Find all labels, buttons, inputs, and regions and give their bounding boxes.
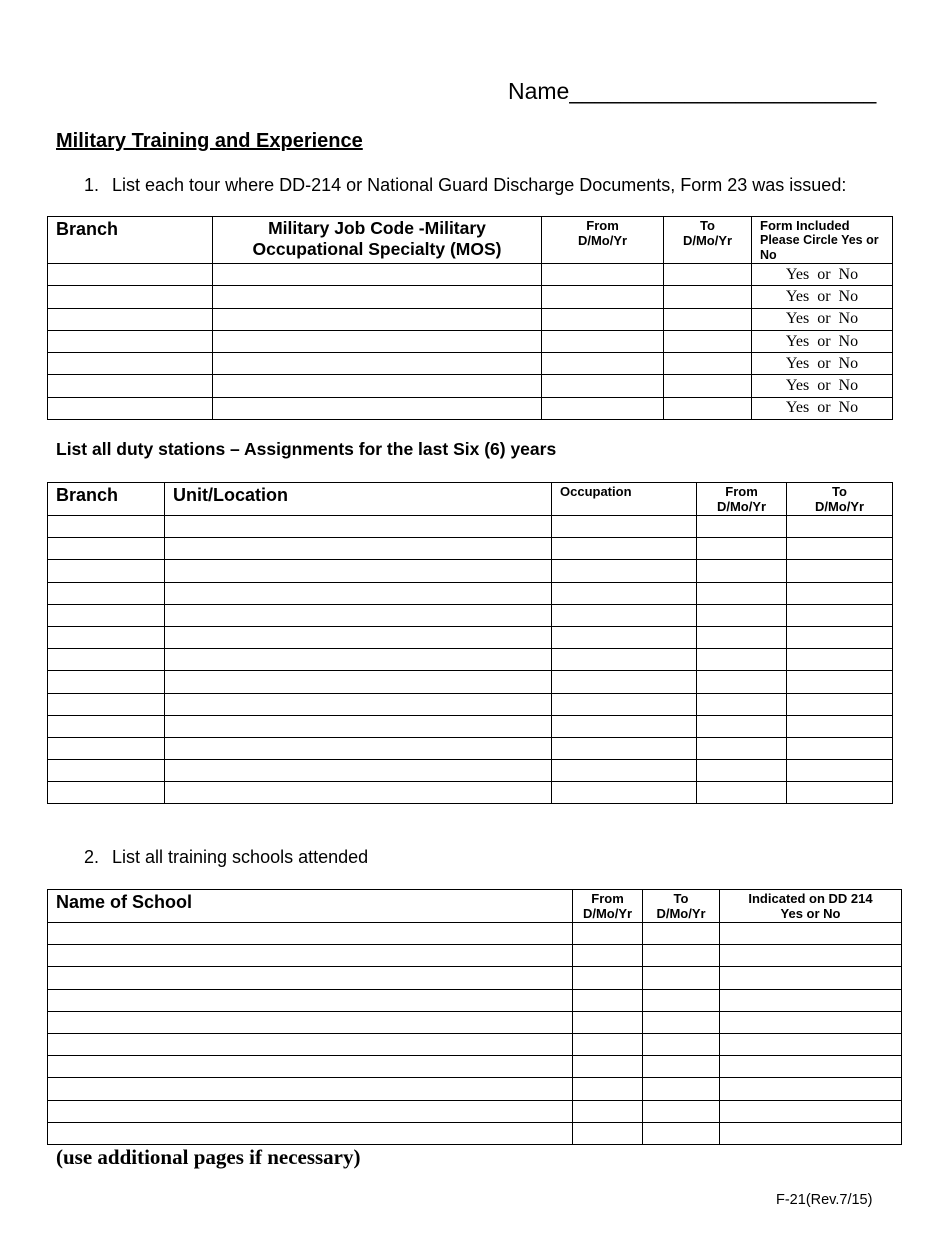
tour-row (48, 375, 893, 397)
mos-cell[interactable] (213, 397, 542, 419)
col-form-line2: Please Circle Yes or No (760, 233, 879, 262)
branch-cell[interactable] (48, 693, 165, 715)
from-cell[interactable] (697, 693, 787, 715)
to-cell[interactable] (643, 945, 720, 967)
to-cell[interactable] (787, 782, 893, 804)
col-from-line2: D/Mo/Yr (582, 906, 633, 921)
form-included-choice[interactable]: Yes or No (752, 397, 893, 419)
duty-row (48, 671, 893, 693)
col-name-of-school: Name of School (48, 890, 573, 923)
school-cell[interactable] (48, 1033, 573, 1055)
to-cell[interactable] (643, 967, 720, 989)
col-occupation: Occupation (552, 483, 697, 516)
duty-stations-table (47, 482, 893, 804)
school-cell[interactable] (48, 1100, 573, 1122)
tour-row (48, 353, 893, 375)
col-to-line2: D/Mo/Yr (682, 233, 733, 248)
occupation-cell[interactable] (552, 516, 697, 538)
branch-cell[interactable] (48, 308, 213, 330)
occupation-cell[interactable] (552, 626, 697, 648)
occupation-cell[interactable] (552, 582, 697, 604)
col-from-line1: From (586, 218, 619, 233)
to-cell[interactable] (787, 715, 893, 737)
to-cell[interactable] (787, 693, 893, 715)
col-from-line1: From (591, 891, 624, 906)
branch-cell[interactable] (48, 760, 165, 782)
to-cell[interactable] (664, 286, 752, 308)
school-row (48, 989, 902, 1011)
col-mos-line1: Military Job Code -Military (268, 218, 486, 238)
form-included-choice[interactable]: Yes or No (752, 353, 893, 375)
duty-row (48, 760, 893, 782)
from-cell[interactable] (573, 1122, 643, 1144)
school-cell[interactable] (48, 1056, 573, 1078)
duty-row (48, 516, 893, 538)
occupation-cell[interactable] (552, 715, 697, 737)
from-cell[interactable] (573, 1056, 643, 1078)
tour-row (48, 330, 893, 352)
mos-cell[interactable] (213, 375, 542, 397)
dd214-cell[interactable] (720, 1078, 902, 1100)
from-cell[interactable] (573, 1011, 643, 1033)
from-cell[interactable] (542, 286, 664, 308)
to-cell[interactable] (787, 737, 893, 759)
to-cell[interactable] (643, 1122, 720, 1144)
branch-cell[interactable] (48, 582, 165, 604)
duty-row (48, 693, 893, 715)
duty-row (48, 560, 893, 582)
occupation-cell[interactable] (552, 538, 697, 560)
branch-cell[interactable] (48, 516, 165, 538)
from-cell[interactable] (697, 516, 787, 538)
from-cell[interactable] (573, 1100, 643, 1122)
from-cell[interactable] (697, 760, 787, 782)
duty-header-row (48, 483, 893, 516)
form-id: F-21(Rev.7/15) (776, 1192, 873, 1208)
school-row (48, 1100, 902, 1122)
unit-cell[interactable] (165, 516, 552, 538)
to-cell[interactable] (787, 516, 893, 538)
dd214-cell[interactable] (720, 1100, 902, 1122)
branch-cell[interactable] (48, 649, 165, 671)
branch-cell[interactable] (48, 286, 213, 308)
to-cell[interactable] (787, 671, 893, 693)
section1-text: List each tour where DD-214 or National Guard Discharge Documents, Form 23 was issued: (112, 175, 847, 195)
occupation-cell[interactable] (552, 782, 697, 804)
col-to-line1: To (832, 484, 847, 499)
branch-cell[interactable] (48, 330, 213, 352)
to-cell[interactable] (643, 1100, 720, 1122)
to-cell[interactable] (787, 582, 893, 604)
col-branch: Branch (48, 217, 213, 264)
to-cell[interactable] (664, 330, 752, 352)
tours-table (47, 216, 893, 420)
form-included-choice[interactable]: Yes or No (752, 264, 893, 286)
to-cell[interactable] (664, 397, 752, 419)
from-cell[interactable] (542, 375, 664, 397)
occupation-cell[interactable] (552, 737, 697, 759)
school-cell[interactable] (48, 989, 573, 1011)
duty-row (48, 538, 893, 560)
col-branch: Branch (48, 483, 165, 516)
dd214-cell[interactable] (720, 1011, 902, 1033)
col-indicated-dd214 (720, 890, 902, 923)
from-cell[interactable] (697, 737, 787, 759)
to-cell[interactable] (787, 604, 893, 626)
from-cell[interactable] (542, 353, 664, 375)
col-form-line1: Form Included (760, 218, 850, 233)
from-cell[interactable] (697, 560, 787, 582)
duty-row (48, 737, 893, 759)
duty-row (48, 649, 893, 671)
school-cell[interactable] (48, 967, 573, 989)
branch-cell[interactable] (48, 353, 213, 375)
duty-row (48, 626, 893, 648)
unit-cell[interactable] (165, 604, 552, 626)
tour-row (48, 397, 893, 419)
occupation-cell[interactable] (552, 604, 697, 626)
school-cell[interactable] (48, 945, 573, 967)
duty-row (48, 782, 893, 804)
to-cell[interactable] (664, 375, 752, 397)
col-from (697, 483, 787, 516)
mos-cell[interactable] (213, 264, 542, 286)
section2-number: 2. (84, 847, 100, 867)
from-cell[interactable] (542, 330, 664, 352)
duty-row (48, 582, 893, 604)
dd214-cell[interactable] (720, 989, 902, 1011)
tour-row (48, 286, 893, 308)
form-included-choice[interactable]: Yes or No (752, 375, 893, 397)
section2-text: List all training schools attended (112, 847, 369, 867)
section1-number: 1. (84, 175, 100, 195)
occupation-cell[interactable] (552, 649, 697, 671)
section1-instruction (84, 175, 846, 196)
col-dd214-line2: Yes or No (780, 906, 841, 921)
school-row (48, 1011, 902, 1033)
from-cell[interactable] (697, 604, 787, 626)
school-row (48, 1122, 902, 1144)
school-row (48, 945, 902, 967)
from-cell[interactable] (697, 715, 787, 737)
occupation-cell[interactable] (552, 671, 697, 693)
to-cell[interactable] (664, 308, 752, 330)
branch-cell[interactable] (48, 375, 213, 397)
col-to-line1: To (673, 891, 689, 906)
col-from-line2: D/Mo/Yr (577, 233, 628, 248)
branch-cell[interactable] (48, 397, 213, 419)
col-from-line2: D/Mo/Yr (716, 499, 767, 514)
from-cell[interactable] (573, 1078, 643, 1100)
from-cell[interactable] (697, 626, 787, 648)
section2-instruction (84, 847, 368, 868)
branch-cell[interactable] (48, 715, 165, 737)
col-from (542, 217, 664, 264)
occupation-cell[interactable] (552, 560, 697, 582)
duty-row (48, 604, 893, 626)
from-cell[interactable] (573, 923, 643, 945)
unit-cell[interactable] (165, 782, 552, 804)
from-cell[interactable] (697, 538, 787, 560)
to-cell[interactable] (643, 1011, 720, 1033)
branch-cell[interactable] (48, 737, 165, 759)
to-cell[interactable] (643, 1078, 720, 1100)
occupation-cell[interactable] (552, 760, 697, 782)
to-cell[interactable] (664, 264, 752, 286)
to-cell[interactable] (787, 760, 893, 782)
col-to (664, 217, 752, 264)
school-cell[interactable] (48, 923, 573, 945)
col-unit-location: Unit/Location (165, 483, 552, 516)
col-from (573, 890, 643, 923)
to-cell[interactable] (787, 560, 893, 582)
school-row (48, 1033, 902, 1055)
schools-header-row (48, 890, 902, 923)
from-cell[interactable] (697, 671, 787, 693)
mos-cell[interactable] (213, 330, 542, 352)
from-cell[interactable] (573, 1033, 643, 1055)
col-mos-line2: Occupational Specialty (MOS) (252, 239, 502, 259)
school-row (48, 923, 902, 945)
branch-cell[interactable] (48, 538, 165, 560)
unit-cell[interactable] (165, 760, 552, 782)
to-cell[interactable] (643, 1056, 720, 1078)
school-row (48, 967, 902, 989)
unit-cell[interactable] (165, 538, 552, 560)
from-cell[interactable] (573, 967, 643, 989)
unit-cell[interactable] (165, 582, 552, 604)
branch-cell[interactable] (48, 626, 165, 648)
duty-row (48, 715, 893, 737)
col-from-line1: From (725, 484, 758, 499)
dd214-cell[interactable] (720, 945, 902, 967)
branch-cell[interactable] (48, 782, 165, 804)
mos-cell[interactable] (213, 353, 542, 375)
col-to-line2: D/Mo/Yr (814, 499, 865, 514)
tour-row (48, 264, 893, 286)
mos-cell[interactable] (213, 286, 542, 308)
training-schools-table (47, 889, 902, 1145)
duty-stations-heading: List all duty stations – Assignments for the last Six (6) years (56, 439, 557, 459)
from-cell[interactable] (697, 649, 787, 671)
col-dd214-line1: Indicated on DD 214 (748, 891, 873, 906)
dd214-cell[interactable] (720, 967, 902, 989)
col-to (787, 483, 893, 516)
to-cell[interactable] (787, 538, 893, 560)
col-to-line2: D/Mo/Yr (656, 906, 706, 921)
unit-cell[interactable] (165, 626, 552, 648)
from-cell[interactable] (573, 945, 643, 967)
from-cell[interactable] (573, 989, 643, 1011)
form-included-choice[interactable]: Yes or No (752, 330, 893, 352)
to-cell[interactable] (643, 1033, 720, 1055)
to-cell[interactable] (643, 923, 720, 945)
footer-note: (use additional pages if necessary) (56, 1145, 361, 1169)
from-cell[interactable] (697, 582, 787, 604)
tours-header-row (48, 217, 893, 264)
occupation-cell[interactable] (552, 693, 697, 715)
col-mos (213, 217, 542, 264)
col-to-line1: To (700, 218, 715, 233)
from-cell[interactable] (542, 264, 664, 286)
branch-cell[interactable] (48, 604, 165, 626)
dd214-cell[interactable] (720, 1033, 902, 1055)
school-row (48, 1056, 902, 1078)
dd214-cell[interactable] (720, 1122, 902, 1144)
unit-cell[interactable] (165, 560, 552, 582)
to-cell[interactable] (787, 649, 893, 671)
to-cell[interactable] (787, 626, 893, 648)
unit-cell[interactable] (165, 715, 552, 737)
school-cell[interactable] (48, 1078, 573, 1100)
from-cell[interactable] (542, 308, 664, 330)
branch-cell[interactable] (48, 560, 165, 582)
branch-cell[interactable] (48, 671, 165, 693)
tour-row (48, 308, 893, 330)
unit-cell[interactable] (165, 671, 552, 693)
mos-cell[interactable] (213, 308, 542, 330)
form-included-choice[interactable]: Yes or No (752, 286, 893, 308)
col-to (643, 890, 720, 923)
name-field-label[interactable]: Name________________________ (508, 78, 877, 104)
dd214-cell[interactable] (720, 1056, 902, 1078)
unit-cell[interactable] (165, 693, 552, 715)
from-cell[interactable] (542, 397, 664, 419)
col-form-included (752, 217, 893, 264)
to-cell[interactable] (643, 989, 720, 1011)
form-included-choice[interactable]: Yes or No (752, 308, 893, 330)
to-cell[interactable] (664, 353, 752, 375)
school-cell[interactable] (48, 1122, 573, 1144)
branch-cell[interactable] (48, 264, 213, 286)
from-cell[interactable] (697, 782, 787, 804)
page-title: Military Training and Experience (56, 130, 363, 152)
unit-cell[interactable] (165, 737, 552, 759)
dd214-cell[interactable] (720, 923, 902, 945)
school-cell[interactable] (48, 1011, 573, 1033)
unit-cell[interactable] (165, 649, 552, 671)
school-row (48, 1078, 902, 1100)
